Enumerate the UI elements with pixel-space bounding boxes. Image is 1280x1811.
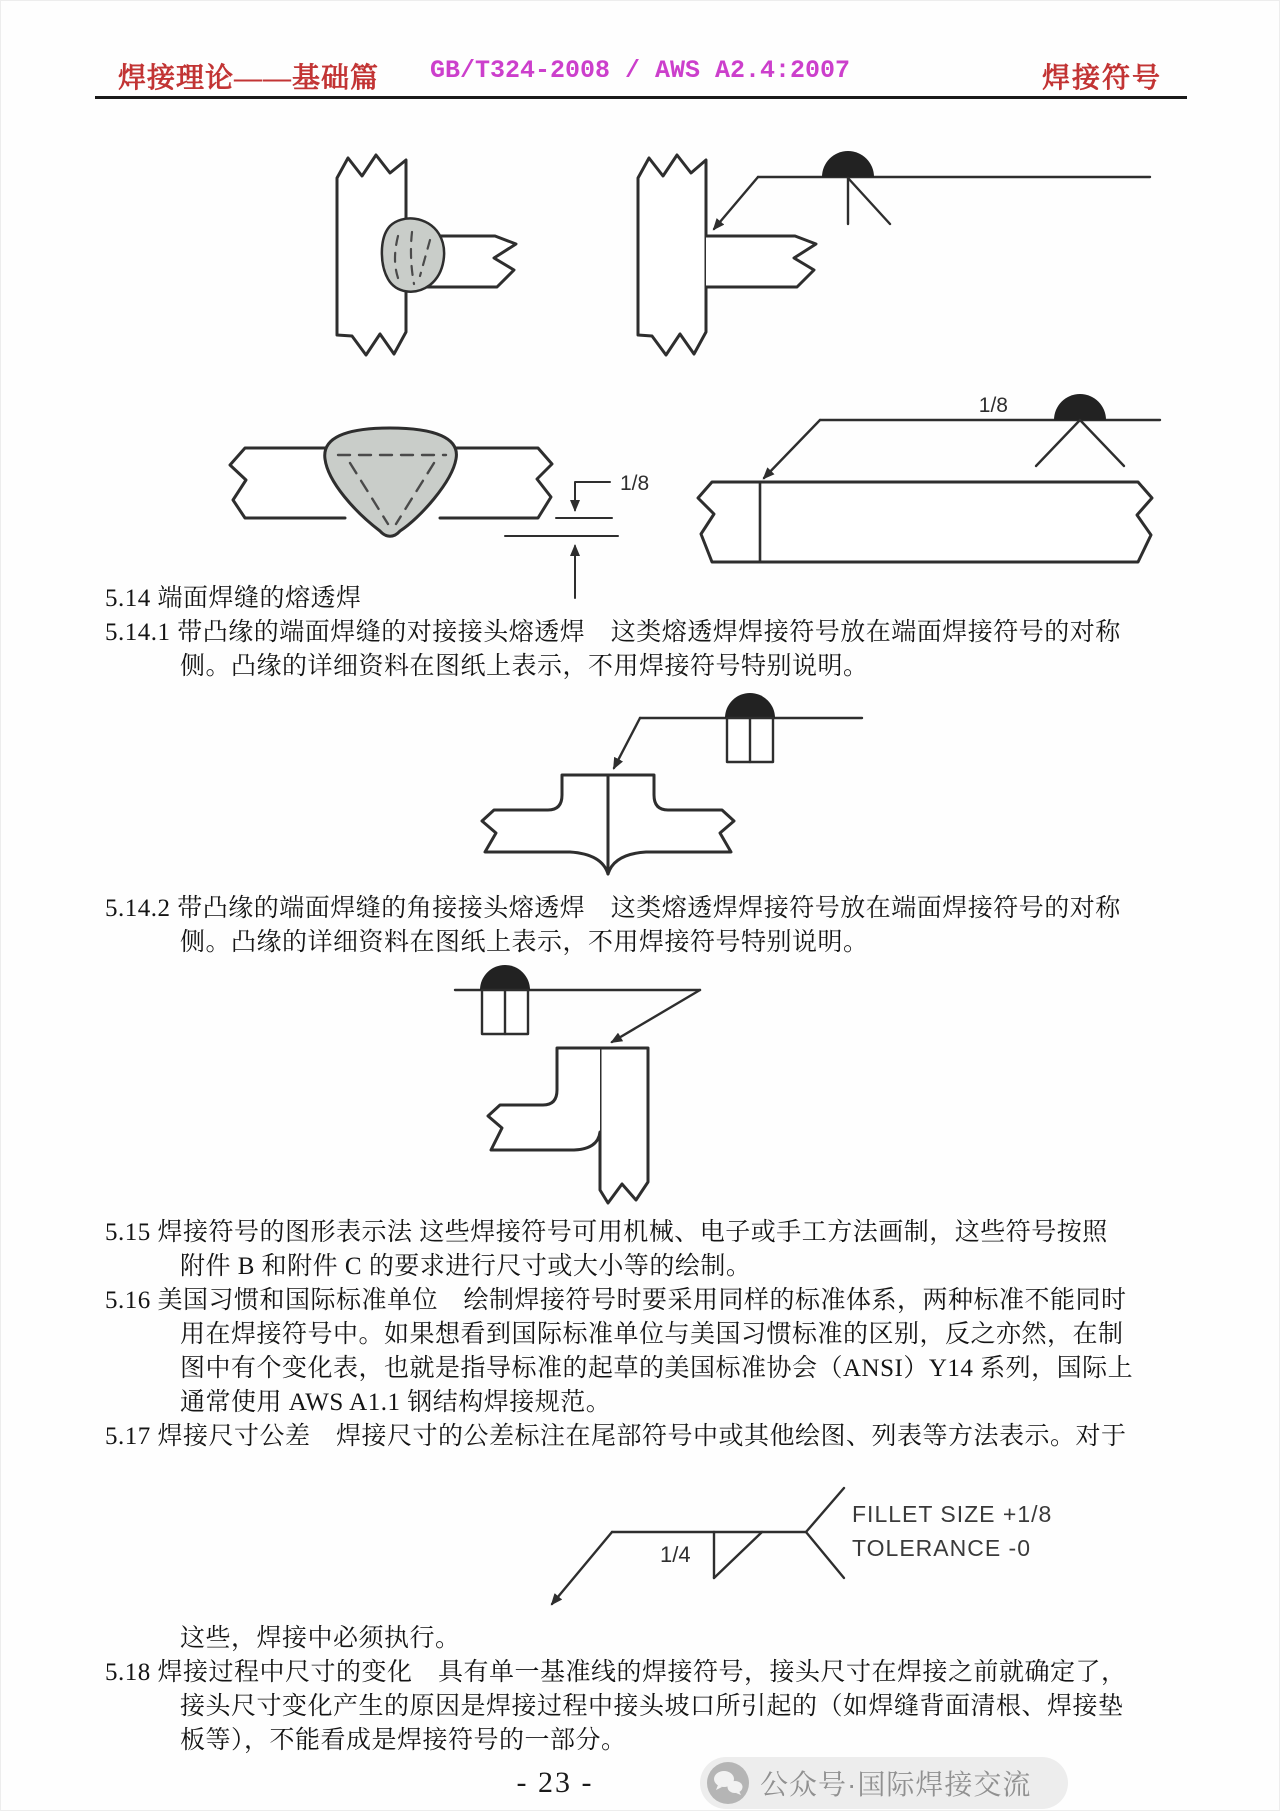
- watermark-text: 公众号·国际焊接交流: [760, 1769, 1032, 1800]
- horizontal-plate: [706, 236, 816, 287]
- header-standard-codes: GB/T324-2008 / AWS A2.4:2007: [429, 56, 851, 85]
- line-5-18-cont2: 板等），不能看成是焊接符号的一部分。: [180, 1727, 627, 1754]
- page-number: - 23 -: [516, 1766, 594, 1799]
- left-flanged-plate: [482, 775, 608, 874]
- figure-tjoint-symbol: [638, 151, 1150, 355]
- line-5-18-cont1: 接头尺寸变化产生的原因是焊接过程中接头坡口所引起的（如焊缝背面清根、焊接垫: [180, 1693, 1124, 1720]
- figure-tjoint-actual: [337, 155, 516, 355]
- fillet-size-label: 1/4: [660, 1542, 691, 1567]
- edge-weld-symbol: [727, 718, 773, 762]
- melt-through-symbol: [480, 965, 530, 990]
- figure-butt-actual: [230, 428, 649, 598]
- line-5-14-2-cont: 侧。凸缘的详细资料在图纸上表示，不用焊接符号特别说明。: [180, 929, 869, 956]
- tail-symbol: [806, 1488, 844, 1578]
- leader-arrow: [714, 177, 758, 229]
- melt-through-symbol: [822, 151, 874, 177]
- tail-text-line1: FILLET SIZE +1/8: [852, 1501, 1053, 1527]
- melt-through-symbol: [1054, 394, 1106, 420]
- line-5-16-cont2: 图中有个变化表，也就是指导标准的起草的美国标准协会（ANSI）Y14 系列，国际上: [180, 1355, 1134, 1382]
- edge-weld-symbol: [482, 990, 528, 1034]
- line-5-16-cont3: 通常使用 AWS A1.1 钢结构焊接规范。: [180, 1389, 612, 1416]
- watermark-badge: [700, 1757, 1068, 1809]
- line-5-18: 5.18 焊接过程中尺寸的变化 具有单一基准线的焊接符号，接头尺寸在焊接之前就确定了，: [105, 1659, 1127, 1686]
- plate-strip: [698, 482, 1152, 562]
- right-flanged-plate: [608, 775, 734, 874]
- flanged-plate: [488, 1048, 600, 1150]
- leader-arrow: [764, 420, 820, 478]
- v-groove-symbol: [1036, 420, 1124, 466]
- line-5-15: 5.15 焊接符号的图形表示法 这些焊接符号可用机械、电子或手工方法画制，这些符号按照: [105, 1219, 1108, 1246]
- line-5-14-2: 5.14.2 带凸缘的端面焊缝的角接接头熔透焊 这类熔透焊焊接符号放在端面焊接符号的对称: [105, 895, 1121, 922]
- header-chapter-title: 焊接符号: [1041, 63, 1162, 94]
- line-5-14-1-cont: 侧。凸缘的详细资料在图纸上表示，不用焊接符号特别说明。: [180, 653, 869, 680]
- bevel-groove-symbol: [848, 178, 890, 224]
- tail-text-line2: TOLERANCE -0: [852, 1535, 1032, 1561]
- line-5-17: 5.17 焊接尺寸公差 焊接尺寸的公差标注在尾部符号中或其他绘图、列表等方法表示。对于: [105, 1423, 1127, 1450]
- figure-tolerance-symbol: [552, 1488, 1052, 1604]
- dim-label: 1/8: [978, 394, 1008, 417]
- figure-flanged-corner: [455, 965, 700, 1203]
- wechat-icon: [706, 1761, 750, 1805]
- line-5-14-1: 5.14.1 带凸缘的端面焊缝的对接接头熔透焊 这类熔透焊焊接符号放在端面焊接符号的对称: [105, 619, 1121, 646]
- line-5-15-cont: 附件 B 和附件 C 的要求进行尺寸或大小等的绘制。: [180, 1253, 752, 1280]
- weld-bead: [382, 218, 444, 291]
- header-book-title: 焊接理论——基础篇: [118, 63, 380, 94]
- line-5-16: 5.16 美国习惯和国际标准单位 绘制焊接符号时要采用同样的标准体系，两种标准不能同时: [105, 1287, 1127, 1314]
- figure-butt-symbol: [698, 394, 1160, 562]
- line-5-17-cont: 这些，焊接中必须执行。: [180, 1625, 461, 1652]
- line-5-14: 5.14 端面焊缝的熔透焊: [105, 585, 362, 612]
- weld-bead: [325, 428, 457, 536]
- leader-arrow: [612, 990, 700, 1042]
- vertical-plate: [600, 1048, 648, 1203]
- dim-label: 1/8: [620, 472, 650, 495]
- leader-arrow: [614, 718, 640, 768]
- vertical-plate: [638, 155, 706, 355]
- leader-arrow: [552, 1532, 612, 1604]
- melt-through-symbol: [725, 693, 775, 718]
- fillet-weld-symbol: [714, 1532, 762, 1578]
- line-5-16-cont1: 用在焊接符号中。如果想看到国际标准单位与美国习惯标准的区别，反之亦然，在制: [180, 1321, 1124, 1348]
- figure-flanged-butt: [482, 693, 862, 874]
